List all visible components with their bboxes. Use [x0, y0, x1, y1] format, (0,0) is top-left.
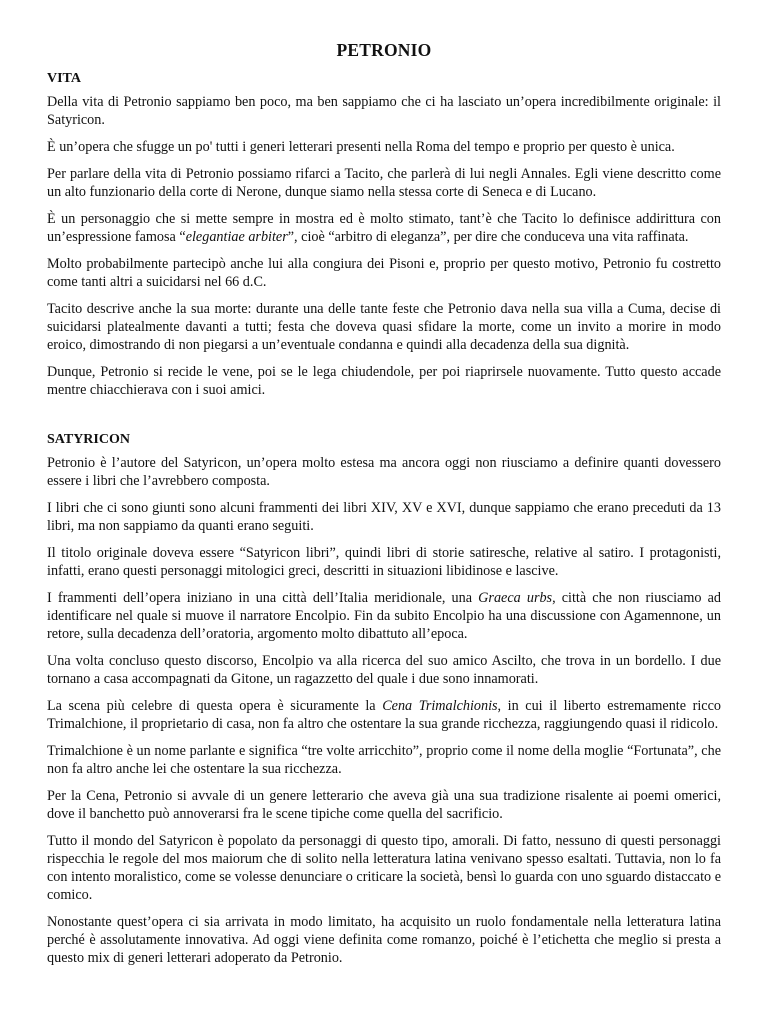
paragraph-text: Una volta concluso questo discorso, Encolpio va alla ricerca del suo amico Ascilto, che trova in un bordello. I due tornano a casa accompagnati da Gitone, un ragazzetto del quale i due sono innamorati.: [47, 653, 721, 687]
paragraph-text: La scena più celebre di questa opera è sicuramente la: [47, 698, 383, 714]
paragraph: [47, 300, 721, 354]
latin-term: elegantiae arbiter: [185, 229, 288, 245]
paragraph-text: , in cui il liberto estremamente ricco Trimalchione, il proprietario di casa, non fa altro che ostentare la sua grande ricchezza, raggiungendo quasi il ridicolo.: [47, 698, 721, 732]
paragraph-text: Tutto il mondo del Satyricon è popolato da personaggi di questo tipo, amorali. Di fatto, nessuno di questi personaggi rispecchia le regole del mos maiorum che di solito nella letteratura latina venivano spesso esaltati. Tuttavia, non lo fa con intento moralistico, come se volesse denunciare o criticare la società, bensì lo guarda con uno sguardo distaccato e comico.: [47, 833, 721, 903]
page-title: PETRONIO: [336, 40, 432, 60]
paragraph: [47, 742, 721, 778]
section-vita: [47, 71, 721, 399]
paragraph-text: È un’opera che sfugge un po' tutti i generi letterari presenti nella Roma del tempo e proprio per questo è unica.: [47, 139, 675, 155]
paragraph: [47, 138, 721, 156]
paragraph-text: È un personaggio che si mette sempre in mostra ed è molto stimato, tant’è che Tacito lo definisce addirittura con un’espressione famosa “: [47, 211, 721, 245]
paragraph-text: , città che non riusciamo ad identificare nel quale si muove il narratore Encolpio. Fin da subito Encolpio ha una discussione con Agamennone, un retore, sulla decadenza dell’oratoria, argomento molto dibattuto all’epoca.: [47, 590, 721, 642]
section-heading: VITA: [47, 71, 81, 86]
paragraph-text: Trimalchione è un nome parlante e significa “tre volte arricchito”, proprio come il nome della moglie “Fortunata”, che non fa altro anche lei che ostentare la sua ricchezza.: [47, 743, 721, 777]
paragraph: [47, 652, 721, 688]
document-page: [47, 40, 721, 976]
paragraph-text: I frammenti dell’opera iniziano in una città dell’Italia meridionale, una: [47, 590, 479, 606]
latin-term: Graeca urbs: [478, 590, 553, 606]
paragraph: [47, 363, 721, 399]
section-satyricon: [47, 432, 721, 967]
paragraph: [47, 832, 721, 904]
paragraph: [47, 544, 721, 580]
paragraph: [47, 210, 721, 246]
paragraph: [47, 93, 721, 129]
paragraph: [47, 255, 721, 291]
paragraph-text: Petronio è l’autore del Satyricon, un’opera molto estesa ma ancora oggi non riusciamo a definire quanti dovessero essere i libri che l’avrebbero composta.: [47, 455, 721, 489]
paragraph-text: Il titolo originale doveva essere “Satyricon libri”, quindi libri di storie satiresche, relative al satiro. I protagonisti, infatti, erano questi personaggi mitologici greci, descritti in situazioni libidinose e lascive.: [47, 545, 721, 579]
paragraph-text: Molto probabilmente partecipò anche lui alla congiura dei Pisoni e, proprio per questo motivo, Petronio fu costretto come tanti altri a suicidarsi nel 66 d.C.: [47, 256, 721, 290]
paragraph-text: I libri che ci sono giunti sono alcuni frammenti dei libri XIV, XV e XVI, dunque sappiamo che erano preceduti da 13 libri, ma non sappiamo da quanti erano seguiti.: [47, 500, 721, 534]
section-spacer: [47, 408, 721, 432]
section-heading: SATYRICON: [47, 432, 130, 447]
paragraph-text: Per parlare della vita di Petronio possiamo rifarci a Tacito, che parlerà di lui negli Annales. Egli viene descritto come un alto funzionario della corte di Nerone, dunque siamo nella stessa corte di Seneca e di Lucano.: [47, 166, 721, 200]
latin-term: Cena Trimalchionis: [382, 698, 498, 714]
paragraph: [47, 589, 721, 643]
paragraph: [47, 913, 721, 967]
paragraph-text: Tacito descrive anche la sua morte: durante una delle tante feste che Petronio dava nella sua villa a Cuma, decise di suicidarsi platealmente davanti a tutti; festa che doveva quasi sfidare la morte, come un invito a morire in modo eroico, dimostrando di non piegarsi a un’eventuale condanna e quindi alla decadenza della sua dignità.: [47, 301, 721, 353]
paragraph-text: Per la Cena, Petronio si avvale di un genere letterario che aveva già una sua tradizione risalente ai poemi omerici, dove il banchetto può annoverarsi fra le scene tipiche come quella del sacrificio.: [47, 788, 721, 822]
paragraph: [47, 499, 721, 535]
paragraph-text: Nonostante quest’opera ci sia arrivata in modo limitato, ha acquisito un ruolo fondamentale nella letteratura latina perché è assolutamente innovativa. Ad oggi viene definita come romanzo, poiché è l’etichetta che meglio si presta a questo mix di generi letterari adoperato da Petronio.: [47, 914, 721, 966]
paragraph: [47, 697, 721, 733]
paragraph: [47, 165, 721, 201]
paragraph: [47, 454, 721, 490]
paragraph-text: Dunque, Petronio si recide le vene, poi se le lega chiudendole, per poi riaprirsele nuovamente. Tutto questo accade mentre chiacchierava con i suoi amici.: [47, 364, 721, 398]
paragraph-text: Della vita di Petronio sappiamo ben poco, ma ben sappiamo che ci ha lasciato un’opera incredibilmente originale: il Satyricon.: [47, 94, 721, 128]
paragraph-text: ”, cioè “arbitro di eleganza”, per dire che conduceva una vita raffinata.: [287, 229, 689, 245]
paragraph: [47, 787, 721, 823]
